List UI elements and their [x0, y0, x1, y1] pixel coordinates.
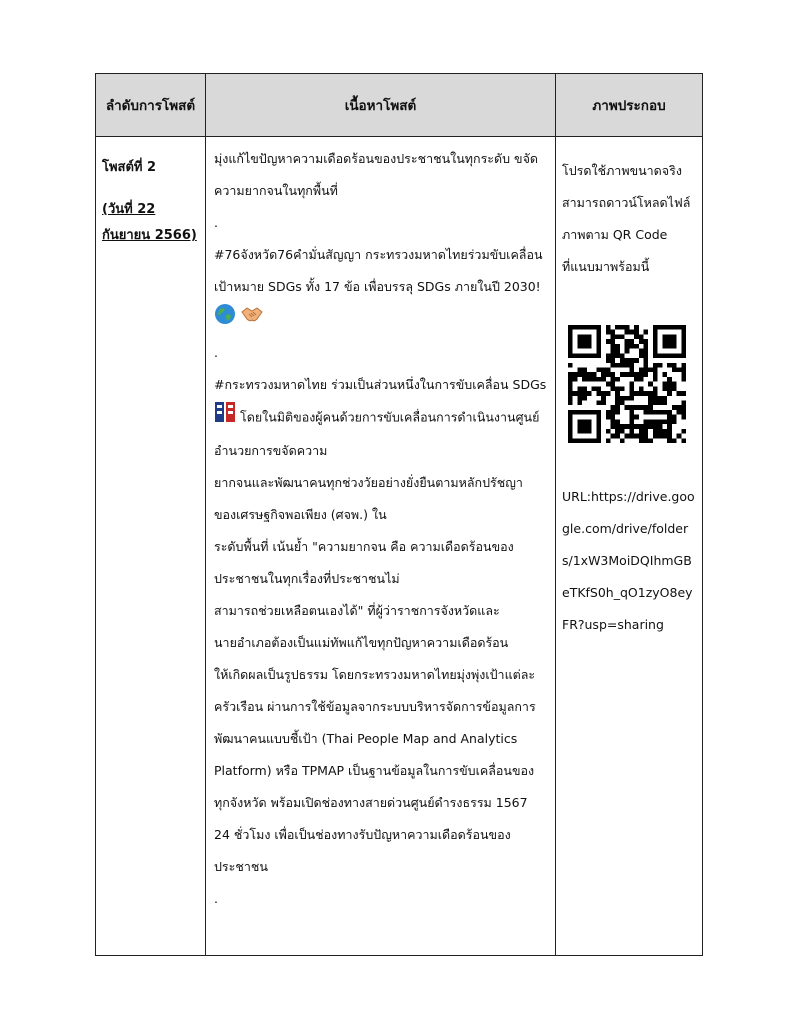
post-order-cell [96, 137, 206, 956]
image-note-line: สามารถดาวน์โหลดไฟล์ [562, 195, 691, 210]
content-line: สามารถช่วยเหลือตนเองได้" ที่ผู้ว่าราชการจังหวัดและ [214, 603, 500, 618]
content-line: . [214, 891, 218, 906]
content-line: ความยากจนในทุกพื้นที่ [214, 183, 338, 198]
content-line: ยากจนและพัฒนาคนทุกช่วงวัยอย่างยั่งยืนตามหลักปรัชญา [214, 475, 523, 490]
content-line: เป้าหมาย SDGs ทั้ง 17 ข้อ เพื่อบรรลุ SDGs ภายในปี 2030! [214, 279, 541, 294]
qr-code-icon[interactable] [568, 325, 686, 443]
content-line: #76จังหวัด76คำมั่นสัญญา กระทรวงมหาดไทยร่วมขับเคลื่อน [214, 247, 543, 262]
content-line: ให้เกิดผลเป็นรูปธรรม โดยกระทรวงมหาดไทยมุ่งพุ่งเป้าแต่ละ [214, 667, 536, 682]
post-row [96, 137, 703, 956]
header-illustration: ภาพประกอบ [556, 74, 703, 137]
content-line: อำนวยการขจัดความ [214, 443, 328, 458]
content-line: พัฒนาคนแบบชี้เป้า (Thai People Map and Analytics [214, 731, 518, 746]
content-line: #กระทรวงมหาดไทย ร่วมเป็นส่วนหนึ่งในการขับเคลื่อน SDGs [214, 377, 547, 392]
content-line: . [214, 215, 218, 230]
content-line: Platform) หรือ TPMAP เป็นฐานข้อมูลในการขับเคลื่อนของ [214, 763, 535, 778]
emoji-line [214, 303, 547, 337]
content-line: ครัวเรือน ผ่านการใช้ข้อมูลจากระบบบริหารจัดการข้อมูลการ [214, 699, 536, 714]
image-note-line: ที่แนบมาพร้อมนี้ [562, 259, 650, 274]
illustration-cell [556, 137, 703, 956]
header-post-content: เนื้อหาโพสต์ [206, 74, 556, 137]
post-number: โพสต์ที่ 2 [102, 160, 157, 175]
content-line: . [214, 345, 218, 360]
content-line: ของเศรษฐกิจพอเพียง (ศจพ.) ใน [214, 507, 387, 522]
post-date-line1: (วันที่ 22 [102, 202, 156, 217]
handshake-icon [240, 303, 264, 337]
content-line: ประชาชน [214, 859, 268, 874]
header-row [96, 74, 703, 137]
content-line: ระดับพื้นที่ เน้นย้ำ "ความยากจน คือ ความเดือดร้อนของ [214, 539, 514, 554]
sdg-logo-icon [214, 401, 236, 435]
content-line: ประชาชนในทุกเรื่องที่ประชาชนไม่ [214, 571, 400, 586]
post-content-cell [206, 137, 556, 956]
content-line-with-icon [214, 401, 547, 435]
drive-url-link[interactable]: URL:https://drive.google.com/drive/folders/1xW3MoiDQIhmGBeTKfS0h_qO1zyO8eyFR?usp=sharing [562, 489, 695, 632]
content-line: นายอำเภอต้องเป็นแม่ทัพแก้ไขทุกปัญหาความเดือดร้อน [214, 635, 509, 650]
content-line: ทุกจังหวัด พร้อมเปิดช่องทางสายด่วนศูนย์ดำรงธรรม 1567 [214, 795, 528, 810]
post-date-line2: กันยายน 2566) [102, 228, 197, 243]
image-note-line: ภาพตาม QR Code [562, 227, 668, 242]
header-post-order: ลำดับการโพสต์ [96, 74, 206, 137]
post-date[interactable] [102, 197, 199, 249]
content-line: มุ่งแก้ไขปัญหาความเดือดร้อนของประชาชนในทุกระดับ ขจัด [214, 151, 539, 166]
image-note-line: โปรดใช้ภาพขนาดจริง [562, 163, 682, 178]
post-table [95, 73, 703, 956]
content-text: โดยในมิติของผู้คนด้วยการขับเคลื่อนการดำเนินงานศูนย์ [239, 409, 540, 425]
globe-icon [214, 303, 236, 337]
content-line: 24 ชั่วโมง เพื่อเป็นช่องทางรับปัญหาความเดือดร้อนของ [214, 827, 511, 842]
